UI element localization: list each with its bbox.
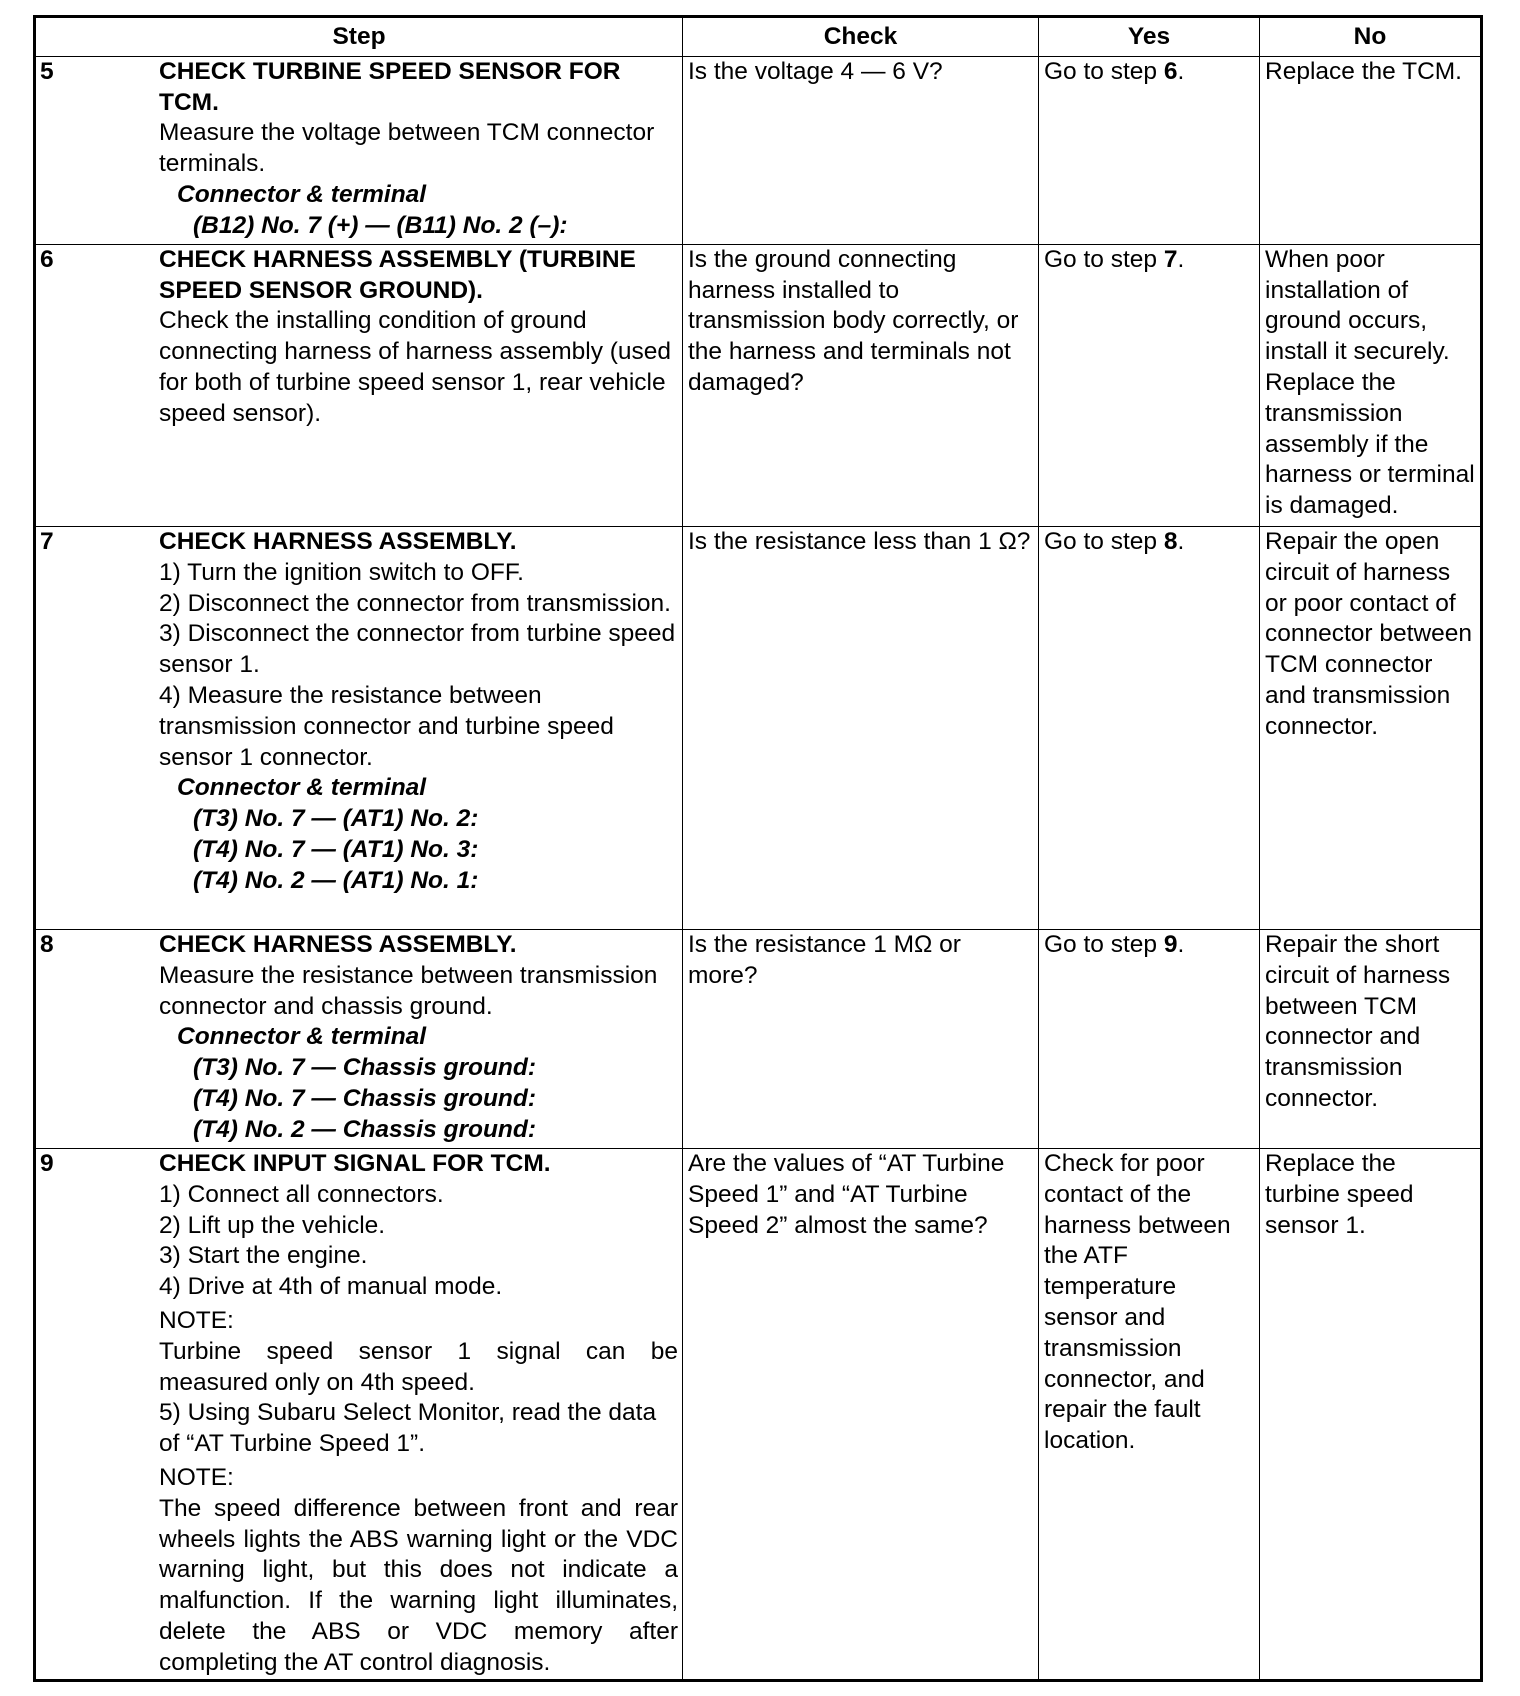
check-cell: Is the resistance less than 1 Ω?: [683, 526, 1039, 929]
substep: 2) Disconnect the connector from transmission.: [159, 589, 671, 617]
step-cell: [35, 56, 683, 244]
step-body: [159, 527, 682, 897]
yes-text: Go to step: [1044, 245, 1164, 273]
note-label: NOTE:: [159, 1306, 234, 1334]
step-title: CHECK INPUT SIGNAL FOR TCM.: [159, 1149, 551, 1177]
step-number: 6: [40, 245, 54, 273]
yes-cell: Check for poor contact of the harness between the ATF temperature sensor and transmission connector, and repair the fault location.: [1039, 1148, 1260, 1680]
yes-text: Go to step: [1044, 527, 1164, 555]
table-header-row: [35, 17, 1482, 57]
no-cell: Replace the TCM.: [1260, 56, 1482, 244]
header-yes: Yes: [1039, 17, 1260, 57]
step-title: CHECK HARNESS ASSEMBLY.: [159, 527, 517, 555]
yes-suffix: .: [1177, 930, 1185, 958]
connector-terminal: (T4) No. 2 — (AT1) No. 1:: [193, 866, 479, 894]
table-row: [35, 1148, 1482, 1680]
table-row: [35, 526, 1482, 929]
no-cell: Repair the short circuit of harness between TCM connector and transmission connector.: [1260, 929, 1482, 1148]
step-title: CHECK TURBINE SPEED SENSOR FOR TCM.: [159, 57, 621, 116]
yes-text: Go to step: [1044, 57, 1164, 85]
no-cell: When poor installation of ground occurs, install it securely. Replace the transmission assembly if the harness or terminal is damaged.: [1260, 244, 1482, 526]
substep: 3) Disconnect the connector from turbine speed sensor 1.: [159, 620, 676, 679]
no-cell: Repair the open circuit of harness or poor contact of connector between TCM connector and transmission connector.: [1260, 526, 1482, 929]
yes-suffix: .: [1177, 245, 1185, 273]
no-cell: Replace the turbine speed sensor 1.: [1260, 1148, 1482, 1680]
yes-step-number: 8: [1163, 527, 1178, 555]
yes-suffix: .: [1177, 527, 1185, 555]
substep: 1) Connect all connectors.: [159, 1180, 444, 1208]
substep: 4) Measure the resistance between transmission connector and turbine speed sensor 1 connector.: [159, 681, 614, 771]
note-text: The speed difference between front and rear wheels lights the ABS warning light or the VDC warning light, but this does not indicate a malfunction. If the warning light illuminates, delete the ABS or VDC memory after completing the AT control diagnosis.: [159, 1494, 678, 1676]
substep: 3) Start the engine.: [159, 1242, 368, 1270]
connector-terminal: (T4) No. 7 — (AT1) No. 3:: [193, 835, 479, 863]
step-body: [159, 245, 682, 430]
connector-terminal: (T4) No. 7 — Chassis ground:: [193, 1084, 537, 1112]
header-no: No: [1260, 17, 1482, 57]
step-number: 9: [40, 1149, 54, 1177]
step-number: 5: [40, 57, 54, 85]
step-cell: [35, 244, 683, 526]
yes-cell: [1039, 244, 1260, 526]
step-description: Measure the resistance between transmission connector and chassis ground.: [159, 961, 658, 1020]
connector-heading: Connector & terminal: [177, 774, 427, 802]
step-cell: [35, 929, 683, 1148]
substep: 1) Turn the ignition switch to OFF.: [159, 558, 524, 586]
step-number: 7: [40, 527, 54, 555]
diagnostic-table: [33, 15, 1483, 1682]
step-description: Measure the voltage between TCM connector terminals.: [159, 119, 655, 178]
step-body: [159, 1149, 682, 1679]
connector-terminal: (B12) No. 7 (+) — (B11) No. 2 (–):: [193, 211, 568, 239]
check-cell: Is the resistance 1 MΩ or more?: [683, 929, 1039, 1148]
check-cell: Are the values of “AT Turbine Speed 1” and “AT Turbine Speed 2” almost the same?: [683, 1148, 1039, 1680]
step-title: CHECK HARNESS ASSEMBLY.: [159, 930, 517, 958]
step-title: CHECK HARNESS ASSEMBLY (TURBINE SPEED SENSOR GROUND).: [159, 245, 636, 304]
substep: 4) Drive at 4th of manual mode.: [159, 1273, 503, 1301]
yes-step-number: 9: [1163, 930, 1178, 958]
step-body: [159, 930, 682, 1146]
substep: 5) Using Subaru Select Monitor, read the data of “AT Turbine Speed 1”.: [159, 1399, 657, 1458]
yes-text: Go to step: [1044, 930, 1164, 958]
check-cell: Is the ground connecting harness installed to transmission body correctly, or the harness and terminals not damaged?: [683, 244, 1039, 526]
header-check: Check: [683, 17, 1039, 57]
note-label: NOTE:: [159, 1463, 234, 1491]
yes-step-number: 7: [1163, 245, 1178, 273]
check-cell: Is the voltage 4 — 6 V?: [683, 56, 1039, 244]
step-cell: [35, 1148, 683, 1680]
table-row: [35, 929, 1482, 1148]
connector-terminal: (T3) No. 7 — (AT1) No. 2:: [193, 805, 479, 833]
yes-cell: [1039, 56, 1260, 244]
connector-terminal: (T3) No. 7 — Chassis ground:: [193, 1054, 537, 1082]
yes-cell: [1039, 526, 1260, 929]
connector-heading: Connector & terminal: [177, 1023, 427, 1051]
connector-heading: Connector & terminal: [177, 180, 427, 208]
table-row: [35, 56, 1482, 244]
substep: 2) Lift up the vehicle.: [159, 1211, 386, 1239]
step-body: [159, 57, 682, 242]
note-text: Turbine speed sensor 1 signal can be measured only on 4th speed.: [159, 1337, 678, 1396]
step-cell: [35, 526, 683, 929]
connector-terminal: (T4) No. 2 — Chassis ground:: [193, 1115, 537, 1143]
yes-step-number: 6: [1163, 57, 1178, 85]
yes-cell: [1039, 929, 1260, 1148]
yes-suffix: .: [1177, 57, 1185, 85]
table-row: [35, 244, 1482, 526]
header-step: Step: [35, 17, 683, 57]
step-number: 8: [40, 930, 54, 958]
step-description: Check the installing condition of ground connecting harness of harness assembly (used for both of turbine speed sensor 1, rear vehicle speed sensor).: [159, 307, 672, 427]
